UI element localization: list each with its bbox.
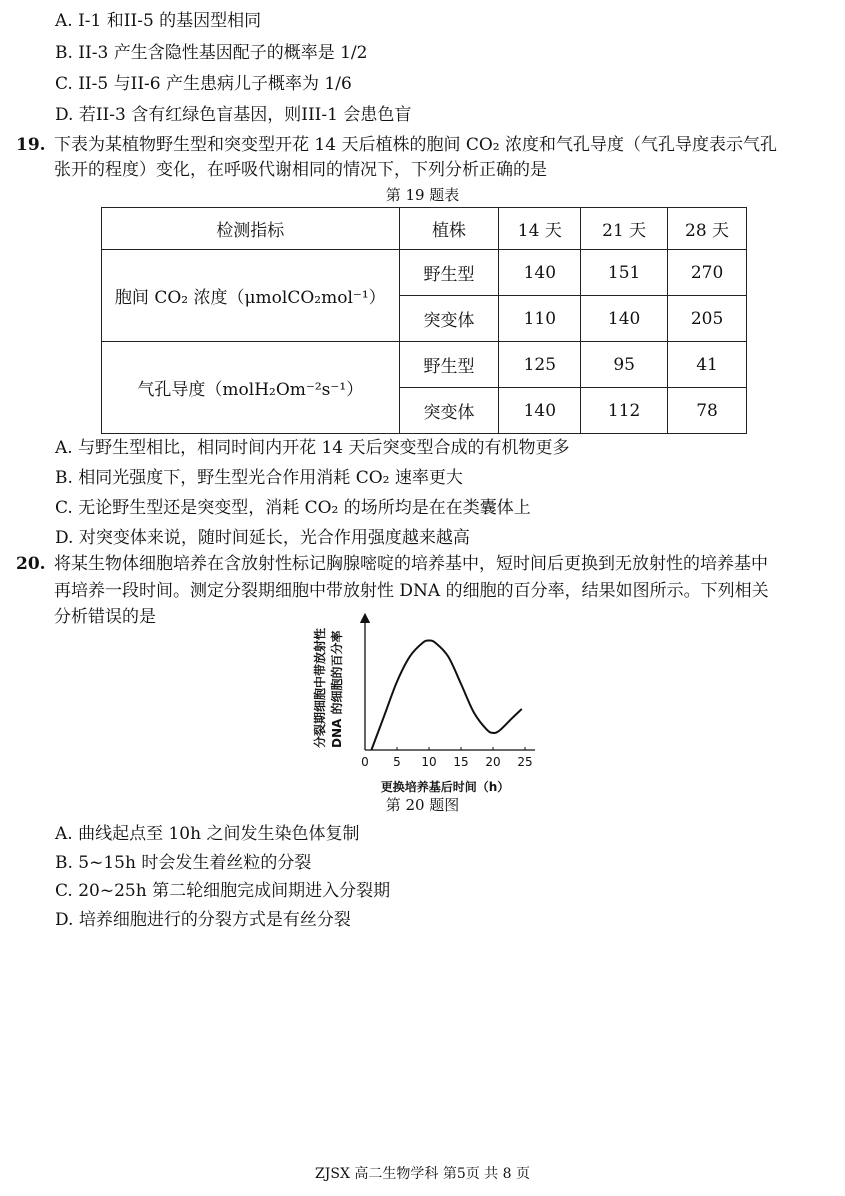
table-header-row: [102, 208, 747, 250]
value-cell: 78: [668, 388, 747, 434]
q18-option-d: D. 若II-3 含有红绿色盲基因，则III-1 会患色盲: [55, 105, 412, 125]
chart-xlabel: 更换培养基后时间（h）: [380, 780, 510, 794]
q20-stem-line3: 分析错误的是: [54, 607, 156, 627]
chart-ylabel-2: DNA 的细胞的百分率: [330, 630, 344, 748]
table-row: [102, 250, 747, 296]
q20-chart: [300, 608, 550, 796]
q19-stem-line1: 下表为某植物野生型和突变型开花 14 天后植株的胞间 CO₂ 浓度和气孔导度（气孔导度表示气孔: [54, 135, 778, 155]
x-tick-label: 15: [453, 755, 469, 769]
value-cell: 140: [581, 296, 668, 342]
q19-option-d: D. 对突变体来说，随时间延长，光合作用强度越来越高: [55, 528, 470, 548]
plant-cell: 突变体: [399, 296, 499, 342]
q20-option-b: B. 5~15h 时会发生着丝粒的分裂: [55, 853, 312, 873]
value-cell: 205: [668, 296, 747, 342]
q20-option-c: C. 20~25h 第二轮细胞完成间期进入分裂期: [55, 881, 391, 901]
value-cell: 95: [581, 342, 668, 388]
x-tick-label: 5: [393, 755, 401, 769]
value-cell: 151: [581, 250, 668, 296]
chart-ylabel-1: 分裂期细胞中带放射性: [313, 627, 327, 748]
q19-option-a: A. 与野生型相比，相同时间内开花 14 天后突变型合成的有机物更多: [55, 438, 570, 458]
x-tick-label: 0: [361, 755, 369, 769]
q18-option-a: A. I-1 和II-5 的基因型相同: [55, 11, 262, 31]
indicator-co2: 胞间 CO₂ 浓度（μmolCO₂mol⁻¹）: [102, 250, 400, 342]
q20-option-d: D. 培养细胞进行的分裂方式是有丝分裂: [55, 910, 351, 930]
x-tick-label: 20: [485, 755, 501, 769]
value-cell: 112: [581, 388, 668, 434]
header-plant: 植株: [399, 208, 499, 250]
q19-option-b: B. 相同光强度下，野生型光合作用消耗 CO₂ 速率更大: [55, 468, 463, 488]
page-footer: ZJSX 高二生物学科 第5页 共 8 页: [315, 1166, 530, 1182]
q18-option-b: B. II-3 产生含隐性基因配子的概率是 1/2: [55, 43, 368, 63]
plant-cell: 突变体: [399, 388, 499, 434]
q20-stem-line1: 将某生物体细胞培养在含放射性标记胸腺嘧啶的培养基中，短时间后更换到无放射性的培养基中: [54, 554, 768, 574]
plant-cell: 野生型: [399, 250, 499, 296]
value-cell: 140: [499, 250, 581, 296]
x-tick-label: 25: [517, 755, 533, 769]
header-indicator: 检测指标: [102, 208, 400, 250]
indicator-stomatal: 气孔导度（molH₂Om⁻²s⁻¹）: [102, 342, 400, 434]
header-day14: 14 天: [499, 208, 581, 250]
q20-number: 20.: [16, 554, 46, 574]
value-cell: 140: [499, 388, 581, 434]
plant-cell: 野生型: [399, 342, 499, 388]
q19-table: [101, 207, 747, 434]
x-tick-label: 10: [421, 755, 437, 769]
q19-option-c: C. 无论野生型还是突变型，消耗 CO₂ 的场所均是在在类囊体上: [55, 498, 531, 518]
header-day28: 28 天: [668, 208, 747, 250]
value-cell: 110: [499, 296, 581, 342]
q20-caption: 第 20 题图: [385, 796, 460, 814]
q19-caption: 第 19 题表: [385, 186, 460, 204]
q20-stem-line2: 再培养一段时间。测定分裂期细胞中带放射性 DNA 的细胞的百分率，结果如图所示。下列相关: [54, 581, 769, 601]
q18-option-c: C. II-5 与II-6 产生患病儿子概率为 1/6: [55, 74, 352, 94]
value-cell: 270: [668, 250, 747, 296]
q20-option-a: A. 曲线起点至 10h 之间发生染色体复制: [55, 824, 360, 844]
header-day21: 21 天: [581, 208, 668, 250]
q19-number: 19.: [16, 135, 46, 155]
value-cell: 41: [668, 342, 747, 388]
table-row: [102, 342, 747, 388]
chart-series-line: [371, 641, 521, 750]
value-cell: 125: [499, 342, 581, 388]
q19-stem-line2: 张开的程度）变化，在呼吸代谢相同的情况下，下列分析正确的是: [54, 160, 547, 180]
